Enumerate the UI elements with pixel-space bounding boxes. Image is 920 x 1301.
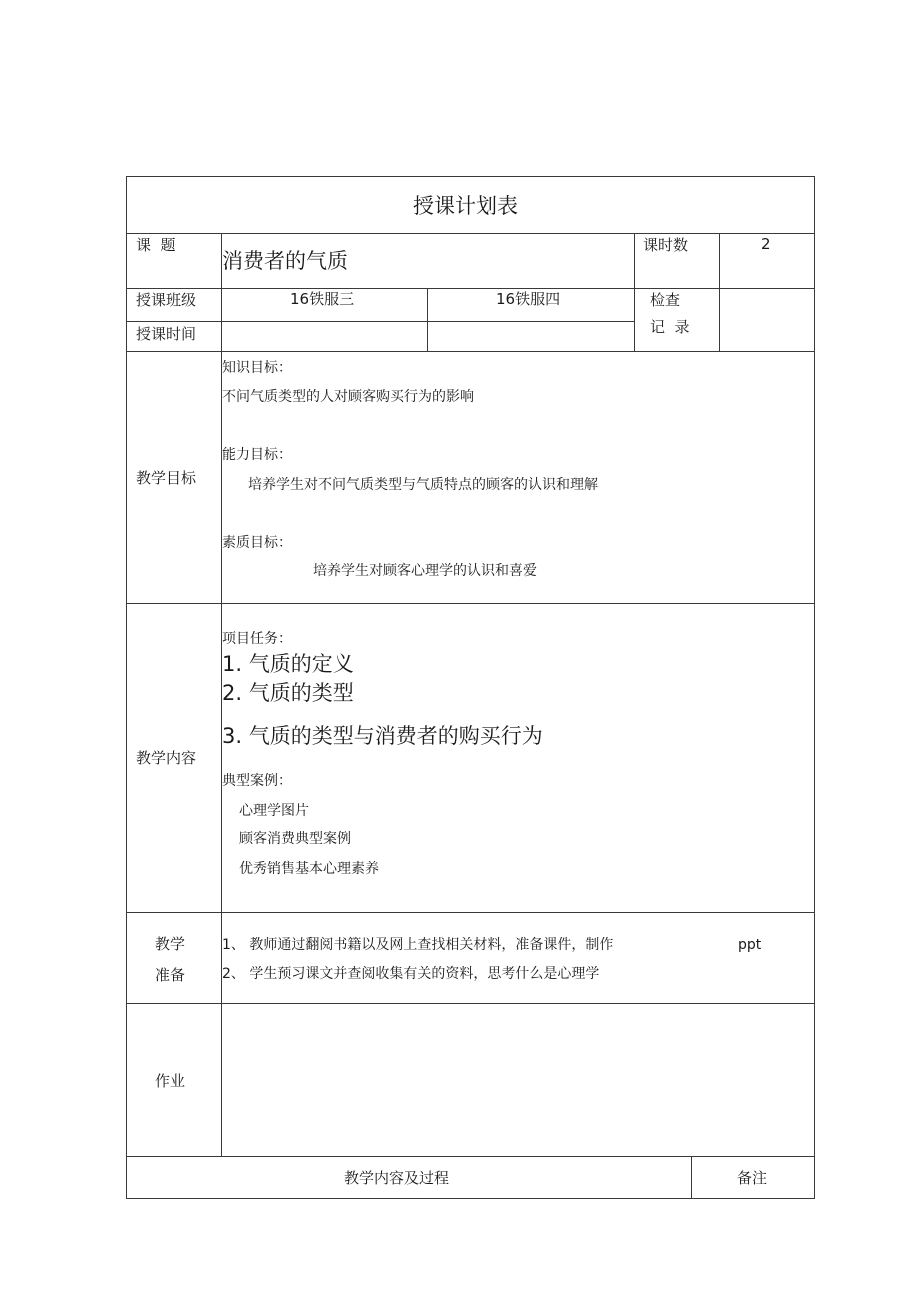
- table-title: 授课计划表: [413, 194, 518, 218]
- ability-heading: 能力目标：: [222, 447, 292, 463]
- class-1: 16铁服三: [290, 290, 355, 308]
- class-2: 16铁服四: [496, 290, 561, 308]
- hours-label: 课时数: [643, 236, 689, 254]
- case-item-1: 心理学图片: [239, 803, 309, 819]
- quality-heading: 素质目标：: [222, 535, 292, 551]
- check-label-2: 记 录: [650, 318, 690, 336]
- preparation-label-2: 准备: [155, 966, 186, 984]
- remarks-header: 备注: [737, 1169, 768, 1187]
- preparation-line-1: 1、 教师通过翻阅书籍以及网上查找相关材料，准备课件，制作: [222, 937, 614, 953]
- time-label: 授课时间: [136, 325, 197, 343]
- content-item-3: 3. 气质的类型与消费者的购买行为: [222, 724, 543, 748]
- knowledge-heading: 知识目标：: [222, 360, 292, 376]
- case-item-2: 顾客消费典型案例: [239, 831, 351, 847]
- cases-heading: 典型案例：: [222, 773, 292, 789]
- topic-label: 课 题: [136, 236, 176, 254]
- content-item-2: 2. 气质的类型: [222, 681, 354, 705]
- homework-label: 作业: [155, 1072, 186, 1090]
- preparation-line-1-suffix: ppt: [738, 937, 762, 953]
- task-heading: 项目任务：: [222, 631, 292, 647]
- case-item-3: 优秀销售基本心理素养: [239, 861, 379, 877]
- content-label: 教学内容: [136, 749, 197, 767]
- class-label: 授课班级: [136, 291, 197, 309]
- preparation-line-2: 2、 学生预习课文并查阅收集有关的资料，思考什么是心理学: [222, 966, 600, 982]
- topic-value: 消费者的气质: [222, 249, 348, 273]
- quality-text: 培养学生对顾客心理学的认识和喜爱: [313, 563, 537, 579]
- check-label-1: 检查: [650, 291, 681, 309]
- preparation-label-1: 教学: [155, 935, 186, 953]
- hours-value: 2: [761, 235, 771, 253]
- process-header: 教学内容及过程: [344, 1169, 450, 1187]
- knowledge-text: 不问气质类型的人对顾客购买行为的影响: [222, 389, 474, 405]
- ability-text: 培养学生对不问气质类型与气质特点的顾客的认识和理解: [248, 477, 598, 493]
- objectives-label: 教学目标: [136, 469, 197, 487]
- content-item-1: 1. 气质的定义: [222, 652, 354, 676]
